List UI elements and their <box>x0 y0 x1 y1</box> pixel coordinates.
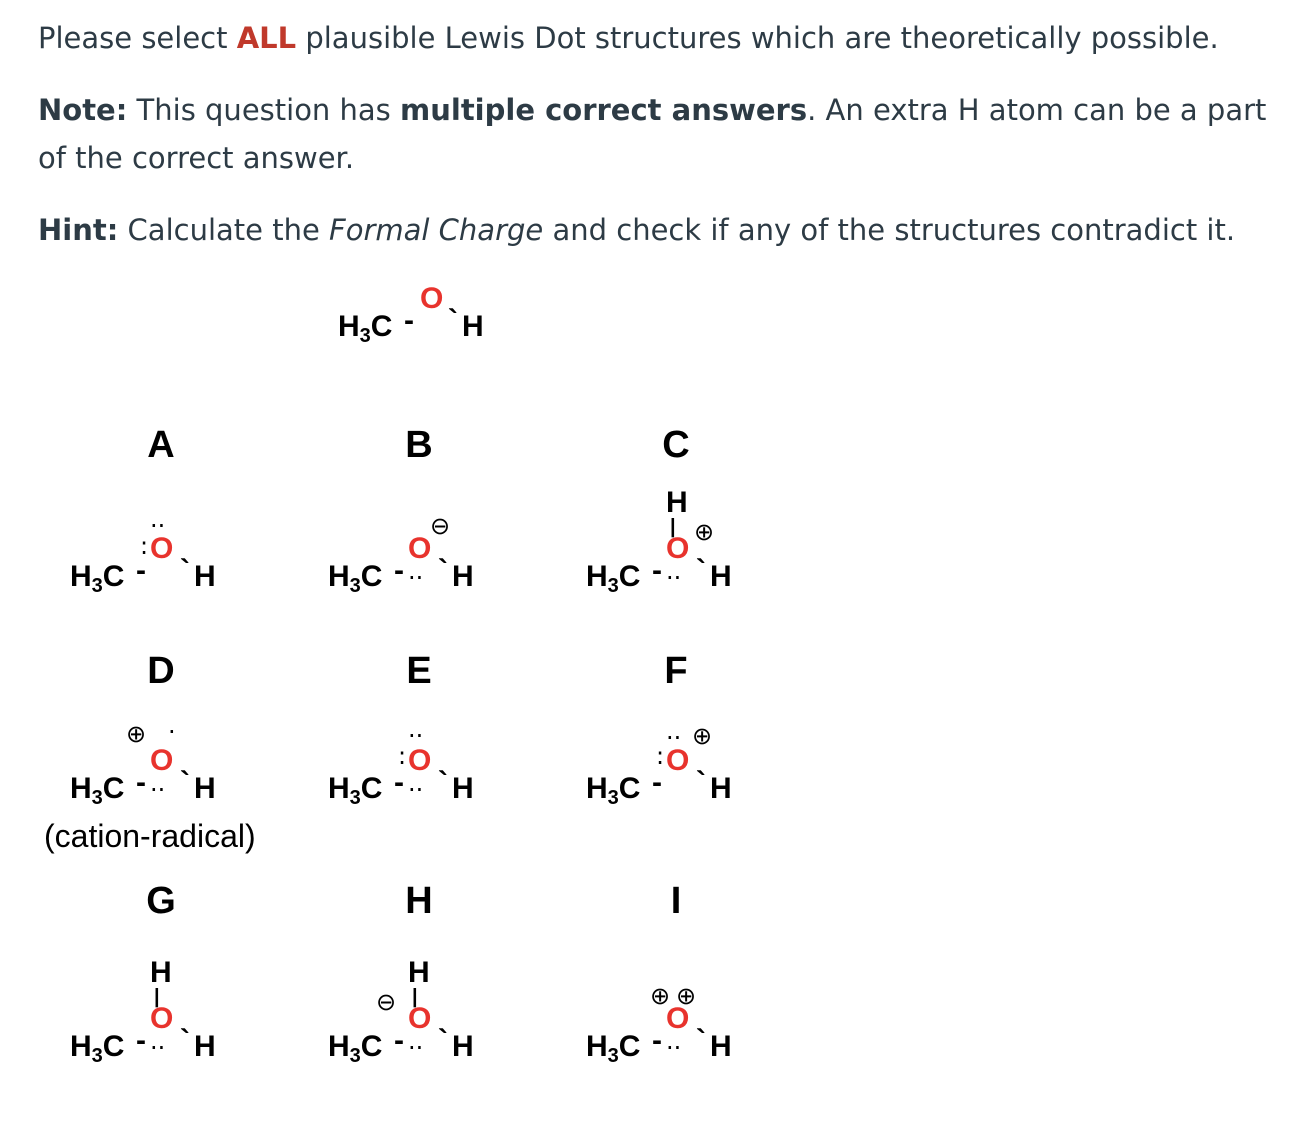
minus-charge-icon: ⊖ <box>430 512 451 540</box>
hydrogen-atom: H <box>194 1030 216 1063</box>
methyl-group: $H_3C$ <box>338 310 393 347</box>
bond-left: - <box>136 766 146 799</box>
radical-dot: · <box>168 718 176 746</box>
structure-b <box>328 512 528 640</box>
methyl-group: $H_3C$ <box>70 772 125 809</box>
bond-left: - <box>394 1024 404 1057</box>
plus-charge-icon: ⊕ <box>650 982 671 1010</box>
methyl-group: $H_3C$ <box>328 1030 383 1067</box>
bond-left: - <box>394 554 404 587</box>
methyl-group: $H_3C$ <box>70 560 125 597</box>
lone-pair-left: : <box>398 742 407 770</box>
option-label-e: E <box>406 650 432 692</box>
oxygen-atom: O <box>150 1002 174 1035</box>
reference-molecule <box>338 280 538 400</box>
oxygen-atom: O <box>408 532 432 565</box>
minus-charge-icon: ⊖ <box>376 988 397 1016</box>
methyl-group: $H_3C$ <box>586 772 641 809</box>
hydrogen-atom: H <box>710 560 732 593</box>
methyl-group: $H_3C$ <box>586 560 641 597</box>
bond-left: - <box>136 1024 146 1057</box>
bond-vertical: | <box>670 516 676 538</box>
bond-right: ` <box>696 554 706 587</box>
lone-pair-bottom: ·· <box>408 776 424 804</box>
bond-right: ` <box>438 1024 448 1057</box>
extra-hydrogen: H <box>666 486 688 519</box>
bond-right: ` <box>696 766 706 799</box>
hydrogen-atom: H <box>452 1030 474 1063</box>
plus-charge-icon: ⊕ <box>692 722 713 750</box>
bond-left: - <box>394 766 404 799</box>
question-emphasis: ALL <box>236 21 297 55</box>
lone-pair-left: : <box>140 532 149 560</box>
plus-charge-icon: ⊕ <box>676 982 697 1010</box>
lone-pair-bottom: ·· <box>150 1034 166 1062</box>
hydrogen-atom: H <box>710 1030 732 1063</box>
methyl-group: $H_3C$ <box>70 1030 125 1067</box>
bond-right: ` <box>438 554 448 587</box>
note-paragraph <box>38 86 1268 182</box>
oxygen-atom: O <box>666 744 690 777</box>
option-label-b: B <box>405 424 433 466</box>
lone-pair-top: ·· <box>666 724 682 752</box>
hint-italic: Formal Charge <box>329 213 544 247</box>
option-label-f: F <box>664 650 688 692</box>
option-label-a: A <box>147 424 175 466</box>
lone-pair-top: ·· <box>150 512 166 540</box>
structure-i <box>586 950 786 1070</box>
question-line <box>38 14 1219 62</box>
note-emphasis: multiple correct answers <box>400 93 808 127</box>
question-text-end: plausible Lewis Dot structures which are theoretically possible. <box>296 21 1219 55</box>
structure-c <box>586 480 786 600</box>
question-text: Please select <box>38 21 237 55</box>
oxygen-atom: O <box>408 1002 432 1035</box>
bond-right: ` <box>180 554 190 587</box>
structure-f <box>586 720 786 840</box>
option-label-d: D <box>147 650 175 692</box>
hint-text-end: and check if any of the structures contradict it. <box>543 213 1236 247</box>
lone-pair-bottom: ·· <box>150 776 166 804</box>
bond-left: - <box>652 766 662 799</box>
methyl-group: $H_3C$ <box>586 1030 641 1067</box>
structure-e <box>328 720 528 840</box>
hint-text: Calculate the <box>118 213 330 247</box>
extra-hydrogen: H <box>408 956 430 989</box>
option-label-c: C <box>662 424 690 466</box>
structure-g <box>70 950 270 1070</box>
bond-right: ` <box>696 1024 706 1057</box>
option-caption-d: (cation-radical) <box>44 818 256 854</box>
lone-pair-bottom: ·· <box>666 1034 682 1062</box>
bond-vertical: | <box>154 986 160 1008</box>
lone-pair-bottom: ·· <box>408 564 424 592</box>
hint-label: Hint: <box>38 213 119 247</box>
hydrogen-atom: H <box>710 772 732 805</box>
extra-hydrogen: H <box>150 956 172 989</box>
oxygen-atom: O <box>408 744 432 777</box>
lone-pair-top: ·· <box>408 722 424 750</box>
bond-right: ` <box>180 1024 190 1057</box>
plus-charge-icon: ⊕ <box>694 518 715 546</box>
bond-left: - <box>404 304 414 337</box>
hydrogen-atom: H <box>452 560 474 593</box>
lone-pair-bottom: ·· <box>408 1034 424 1062</box>
structure-h <box>328 950 528 1070</box>
lone-pair-bottom: ·· <box>666 564 682 592</box>
bond-vertical: | <box>412 986 418 1008</box>
oxygen-atom: O <box>666 532 690 565</box>
hydrogen-atom: H <box>194 560 216 593</box>
bond-right: ` <box>448 304 458 337</box>
note-label: Note: <box>38 93 128 127</box>
oxygen-atom: O <box>150 744 174 777</box>
plus-charge-icon: ⊕ <box>126 720 147 748</box>
oxygen-atom: O <box>420 282 444 315</box>
bond-right: ` <box>438 766 448 799</box>
option-label-i: I <box>670 880 682 922</box>
bond-right: ` <box>180 766 190 799</box>
structure-a <box>70 512 270 640</box>
lone-pair-left: : <box>656 742 665 770</box>
note-text: This question has <box>127 93 401 127</box>
hint-paragraph <box>38 206 1235 254</box>
note-text-end: . An extra H atom can be a part of the correct answer. <box>38 93 1267 175</box>
bond-left: - <box>652 554 662 587</box>
bond-left: - <box>652 1024 662 1057</box>
oxygen-atom: O <box>150 532 174 565</box>
hydrogen-atom: H <box>452 772 474 805</box>
hydrogen-atom: H <box>462 310 484 343</box>
bond-left: - <box>136 554 146 587</box>
option-label-g: G <box>146 880 176 922</box>
hydrogen-atom: H <box>194 772 216 805</box>
methyl-group: $H_3C$ <box>328 560 383 597</box>
oxygen-atom: O <box>666 1002 690 1035</box>
methyl-group: $H_3C$ <box>328 772 383 809</box>
option-label-h: H <box>405 880 433 922</box>
